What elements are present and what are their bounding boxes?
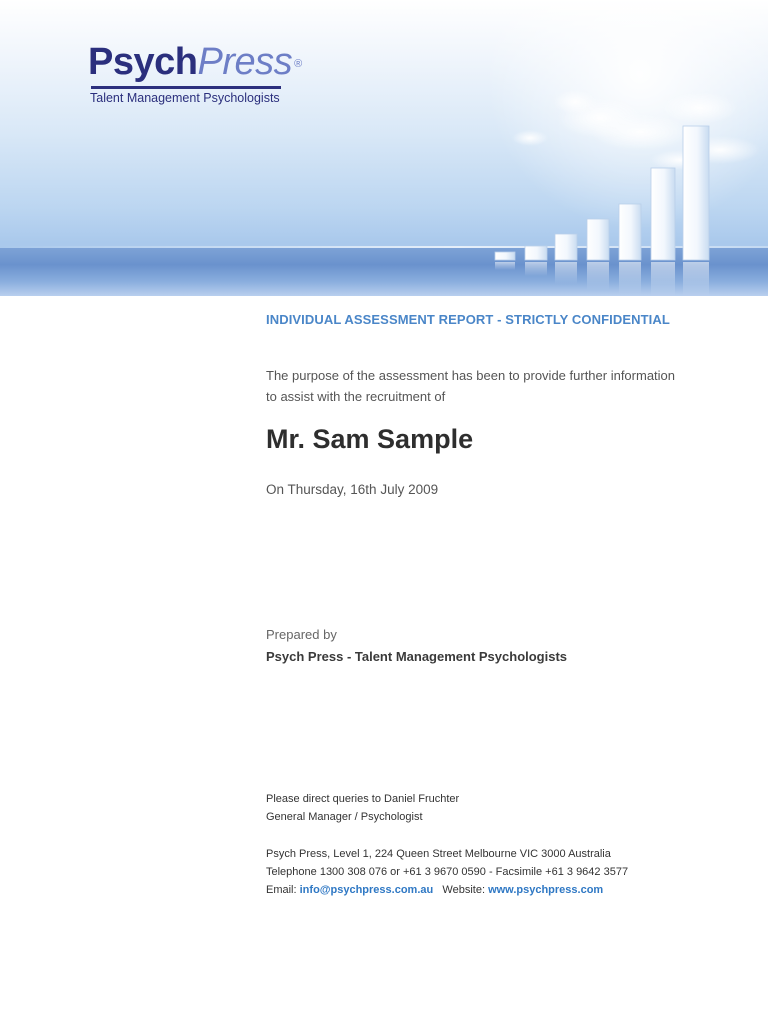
purpose-statement: The purpose of the assessment has been to provide further information to assist with the recruitment of <box>266 368 676 404</box>
assessment-date: On Thursday, 16th July 2009 <box>266 482 439 497</box>
clouds <box>512 90 760 170</box>
logo-secondary-word: Press <box>197 41 293 83</box>
phone-fax-line: Telephone 1300 308 076 or +61 3 9670 0590 - Facsimile +61 3 9642 3577 <box>266 866 629 878</box>
website-link[interactable]: www.psychpress.com <box>488 884 604 896</box>
report-title: INDIVIDUAL ASSESSMENT REPORT - STRICTLY CONFIDENTIAL <box>266 312 670 327</box>
brand-logo <box>88 42 302 105</box>
logo-primary-word: Psych <box>88 41 198 83</box>
email-link[interactable]: info@psychpress.com.au <box>299 884 434 896</box>
email-label: Email: <box>266 884 297 896</box>
prepared-by-name: Psych Press - Talent Management Psychologists <box>266 649 568 664</box>
candidate-name: Mr. Sam Sample <box>266 424 474 454</box>
website-label: Website: <box>442 884 485 896</box>
contact-role: General Manager / Psychologist <box>266 811 423 823</box>
queries-contact: Please direct queries to Daniel Fruchter <box>266 793 460 805</box>
company-address: Psych Press, Level 1, 224 Queen Street Melbourne VIC 3000 Australia <box>266 848 611 860</box>
header-banner <box>0 0 768 296</box>
registered-mark: ® <box>294 58 302 70</box>
email-website-line <box>266 884 603 896</box>
bars <box>495 126 709 260</box>
logo-tagline: Talent Management Psychologists <box>90 91 280 105</box>
bar-reflections <box>495 262 709 296</box>
logo-underline <box>91 86 281 89</box>
prepared-by-label: Prepared by <box>266 627 337 642</box>
